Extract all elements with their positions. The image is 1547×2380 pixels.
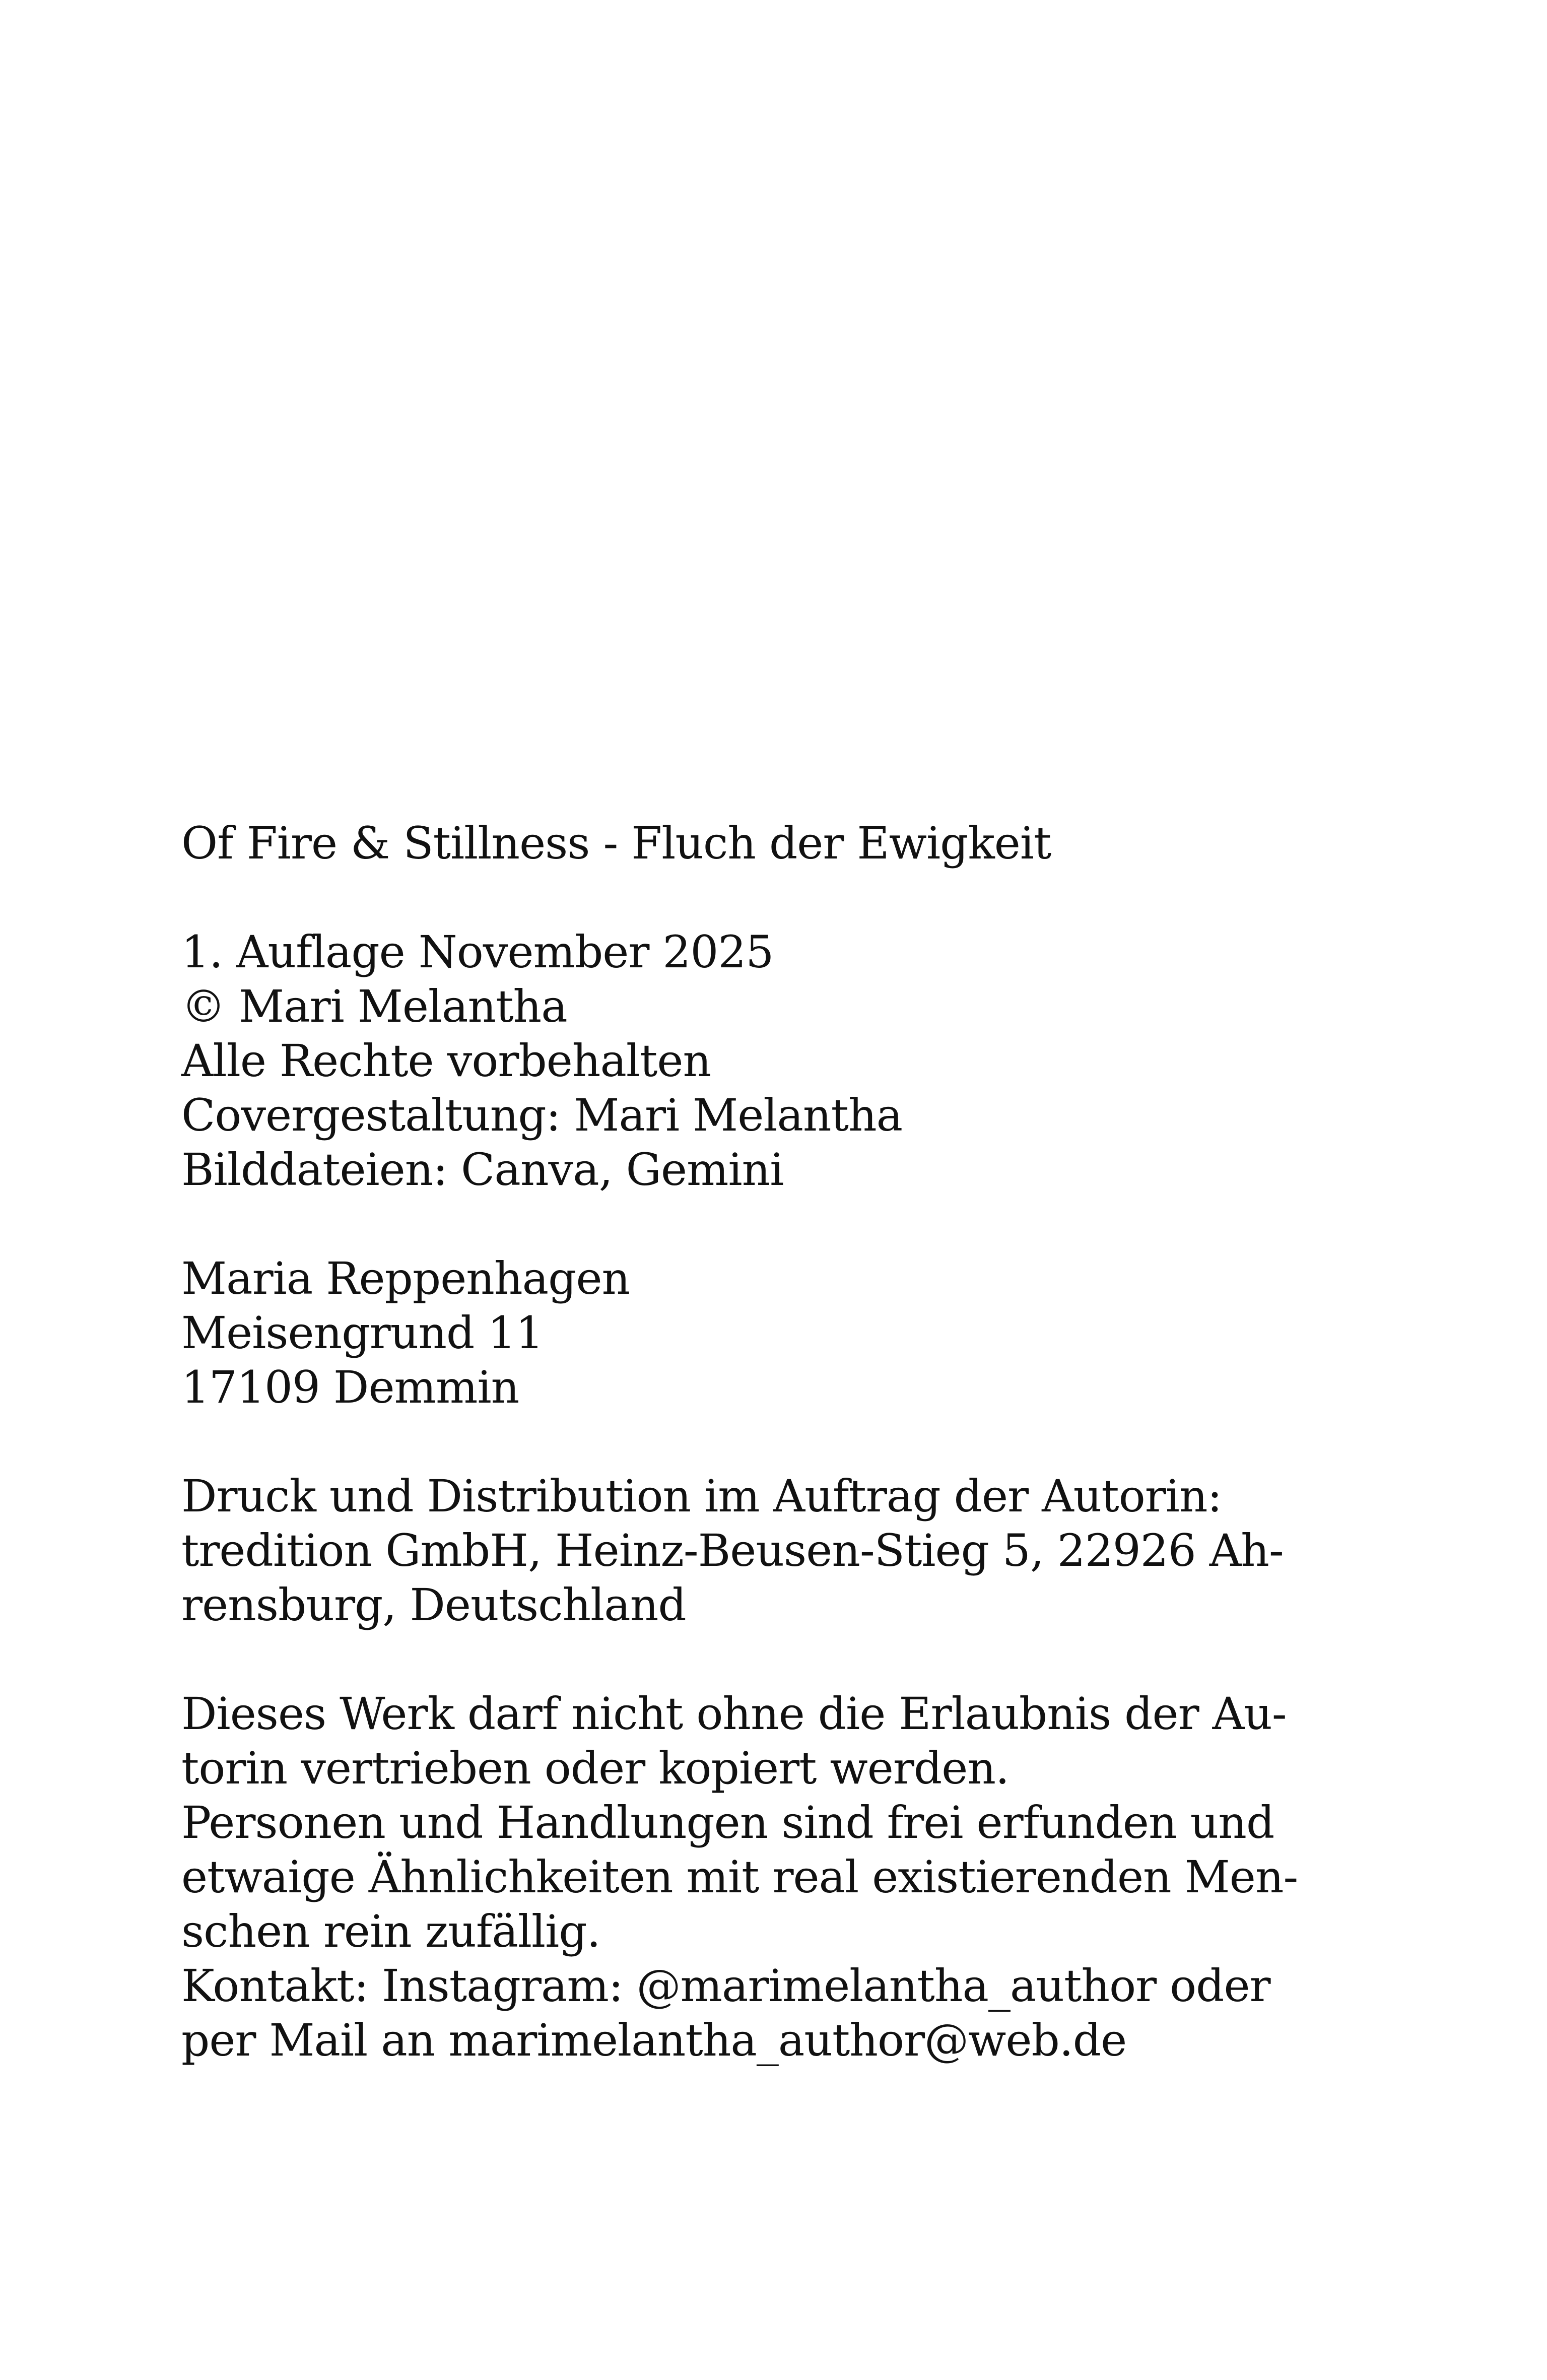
spacer [181, 1632, 1280, 1687]
address-street: Meisengrund 11 [181, 1307, 544, 1359]
notice-line-4: etwaige Ähnlichkeiten mit real existierenden Men- [181, 1851, 1298, 1903]
copyright-line: © Mari Melantha [181, 980, 567, 1032]
address-name: Maria Reppenhagen [181, 1252, 630, 1304]
distribution-line-3: rensburg, Deutschland [181, 1579, 686, 1631]
spacer [181, 1197, 1280, 1251]
edition-line: 1. Auflage November 2025 [181, 926, 774, 978]
distribution-line-1: Druck und Distribution im Auftrag der Autorin: [181, 1470, 1222, 1522]
spacer [181, 1415, 1280, 1469]
book-title: Of Fire & Stillness - Fluch der Ewigkeit [181, 817, 1051, 869]
address-city: 17109 Demmin [181, 1361, 519, 1413]
image-files-line: Bilddateien: Canva, Gemini [181, 1144, 784, 1196]
notice-line-3: Personen und Handlungen sind frei erfunden und [181, 1797, 1274, 1848]
distribution-line-2: tredition GmbH, Heinz-Beusen-Stieg 5, 22926 Ah- [181, 1525, 1284, 1576]
rights-line: Alle Rechte vorbehalten [181, 1035, 711, 1087]
notice-line-1: Dieses Werk darf nicht ohne die Erlaubnis der Au- [181, 1688, 1287, 1740]
notice-line-2: torin vertrieben oder kopiert werden. [181, 1742, 1009, 1794]
cover-design-line: Covergestaltung: Mari Melantha [181, 1089, 903, 1141]
notice-line-5: schen rein zufällig. [181, 1905, 600, 1957]
email-line: per Mail an marimelantha_author@web.de [181, 2014, 1127, 2066]
imprint-block [181, 816, 1298, 2068]
spacer [181, 871, 1280, 925]
contact-line: Kontakt: Instagram: @marimelantha_author oder [181, 1960, 1270, 2012]
